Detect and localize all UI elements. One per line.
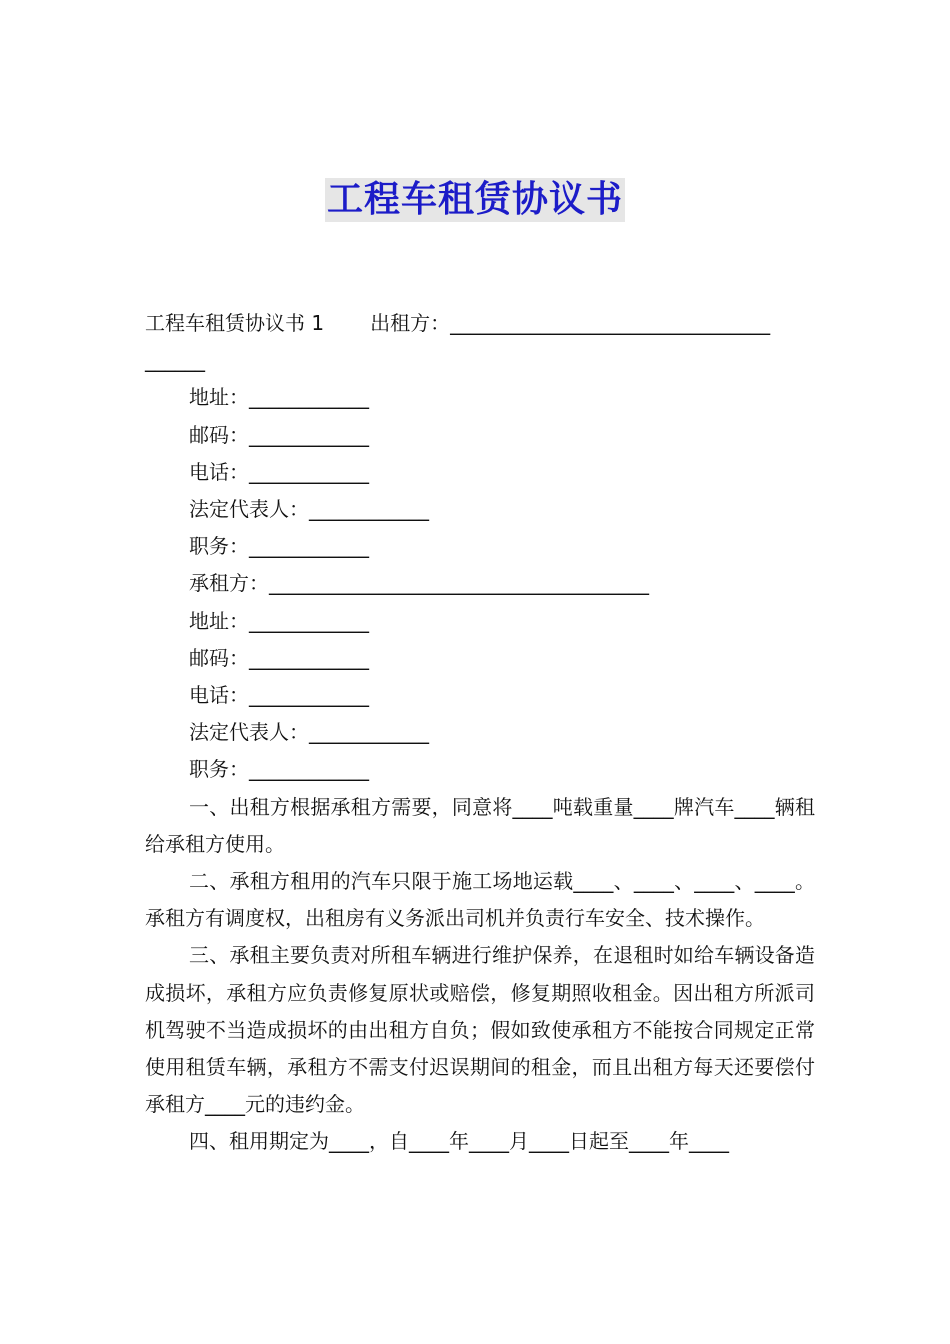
lessor-phone: 电话：____________	[189, 459, 369, 484]
lessor-line: 出租方：________________________________	[370, 311, 771, 335]
lessor-legal-rep: 法定代表人：____________	[189, 497, 429, 522]
title-container	[0, 178, 950, 222]
lessee-legal-rep: 法定代表人：____________	[189, 720, 429, 745]
lessor-address: 地址：____________	[189, 385, 369, 410]
clause-3: 三、承租主要负责对所租车辆进行维护保养，在退租时如给车辆设备造成损坏，承租方应负责修复原状或赔偿，修复期照收租金。因出租方所派司机驾驶不当造成损坏的由出租方自负；假如致使承租方不能按合同规定正常使用租赁车辆，承租方不需支付迟误期间的租金，而且出租方每天还要偿付承租方____元的违约金。	[145, 943, 815, 1117]
heading: 工程车租赁协议书 1	[145, 311, 325, 335]
lessee-position: 职务：____________	[189, 757, 369, 782]
document-title: 工程车租赁协议书	[326, 179, 623, 220]
clause-1: 一、出租方根据承租方需要，同意将____吨载重量____牌汽车____辆租给承租方使用。	[145, 794, 815, 856]
lessor-position: 职务：____________	[189, 534, 369, 559]
heading-line	[145, 305, 815, 342]
lessor-line-continued: ______	[145, 348, 205, 373]
clause-2: 二、承租方租用的汽车只限于施工场地运载____、____、____、____。承租方有调度权，出租房有义务派出司机并负责行车安全、技术操作。	[145, 869, 815, 931]
lessee-address: 地址：____________	[189, 608, 369, 633]
lessee-phone: 电话：____________	[189, 683, 369, 708]
clause-4: 四、租用期定为____，自____年____月____日起至____年____	[189, 1129, 729, 1154]
lessor-postcode: 邮码：____________	[189, 422, 369, 447]
lessee-postcode: 邮码：____________	[189, 645, 369, 670]
lessee-line: 承租方：______________________________________	[189, 571, 649, 596]
document-body	[145, 305, 815, 1161]
